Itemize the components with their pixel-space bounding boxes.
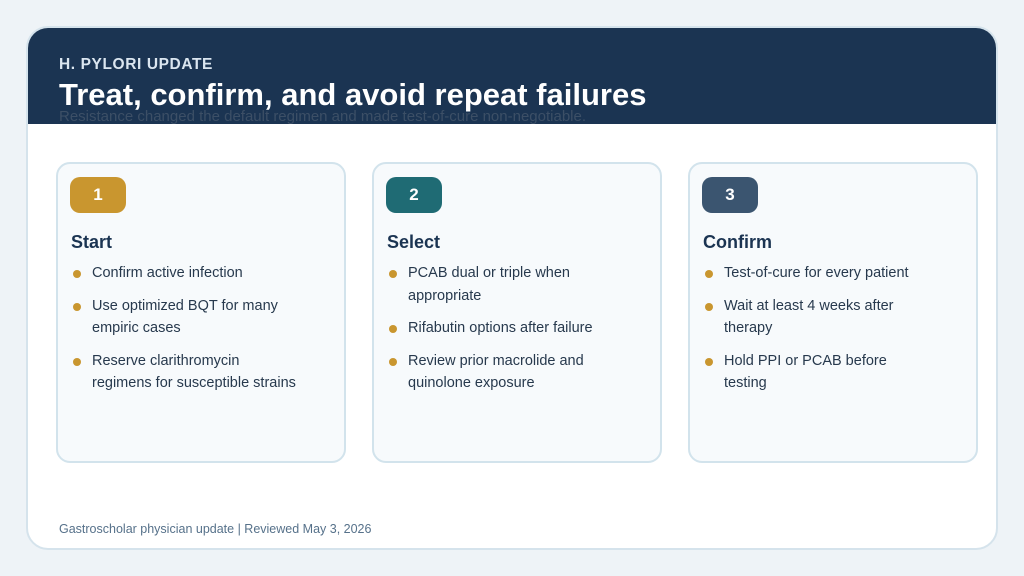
list-item (387, 350, 617, 395)
slide (26, 26, 998, 550)
list-item (703, 262, 933, 285)
bullet-list (387, 262, 617, 405)
list-item (703, 350, 933, 395)
list-item (71, 262, 301, 285)
list-item (71, 350, 301, 395)
card-title: Confirm (703, 232, 772, 252)
card-confirm (688, 162, 978, 463)
step-badge: 1 (70, 177, 126, 213)
list-item-text: Reserve clarithromycin regimens for susceptible strains (92, 352, 296, 391)
step-badge: 3 (702, 177, 758, 213)
bullet-dot-icon (389, 270, 397, 278)
bullet-dot-icon (705, 303, 713, 311)
list-item-text: Review prior macrolide and quinolone exposure (408, 352, 584, 391)
list-item (71, 295, 301, 340)
page-subtitle: Resistance changed the default regimen and made test-of-cure non-negotiable. (59, 108, 586, 125)
bullet-dot-icon (73, 303, 81, 311)
bullet-dot-icon (705, 358, 713, 366)
bullet-list (703, 262, 933, 405)
card-start (56, 162, 346, 463)
card-title: Select (387, 232, 441, 252)
step-badge: 2 (386, 177, 442, 213)
list-item (387, 262, 617, 307)
list-item-text: Rifabutin options after failure (408, 320, 593, 336)
card-select (372, 162, 662, 463)
bullet-dot-icon (705, 270, 713, 278)
list-item (387, 317, 617, 340)
footer-note: Gastroscholar physician update | Reviewed May 3, 2026 (59, 522, 372, 536)
bullet-dot-icon (389, 325, 397, 333)
list-item-text: Confirm active infection (92, 265, 243, 281)
page-title: Treat, confirm, and avoid repeat failures (59, 77, 647, 112)
list-item-text: Test-of-cure for every patient (724, 265, 909, 281)
kicker-label: H. PYLORI UPDATE (59, 56, 213, 73)
list-item-text: Use optimized BQT for many empiric cases (92, 297, 278, 336)
bullet-dot-icon (389, 358, 397, 366)
bullet-dot-icon (73, 270, 81, 278)
list-item (703, 295, 933, 340)
bullet-list (71, 262, 301, 405)
list-item-text: Wait at least 4 weeks after therapy (724, 297, 894, 336)
bullet-dot-icon (73, 358, 81, 366)
list-item-text: PCAB dual or triple when appropriate (408, 265, 570, 304)
list-item-text: Hold PPI or PCAB before testing (724, 352, 887, 391)
card-title: Start (71, 232, 113, 252)
